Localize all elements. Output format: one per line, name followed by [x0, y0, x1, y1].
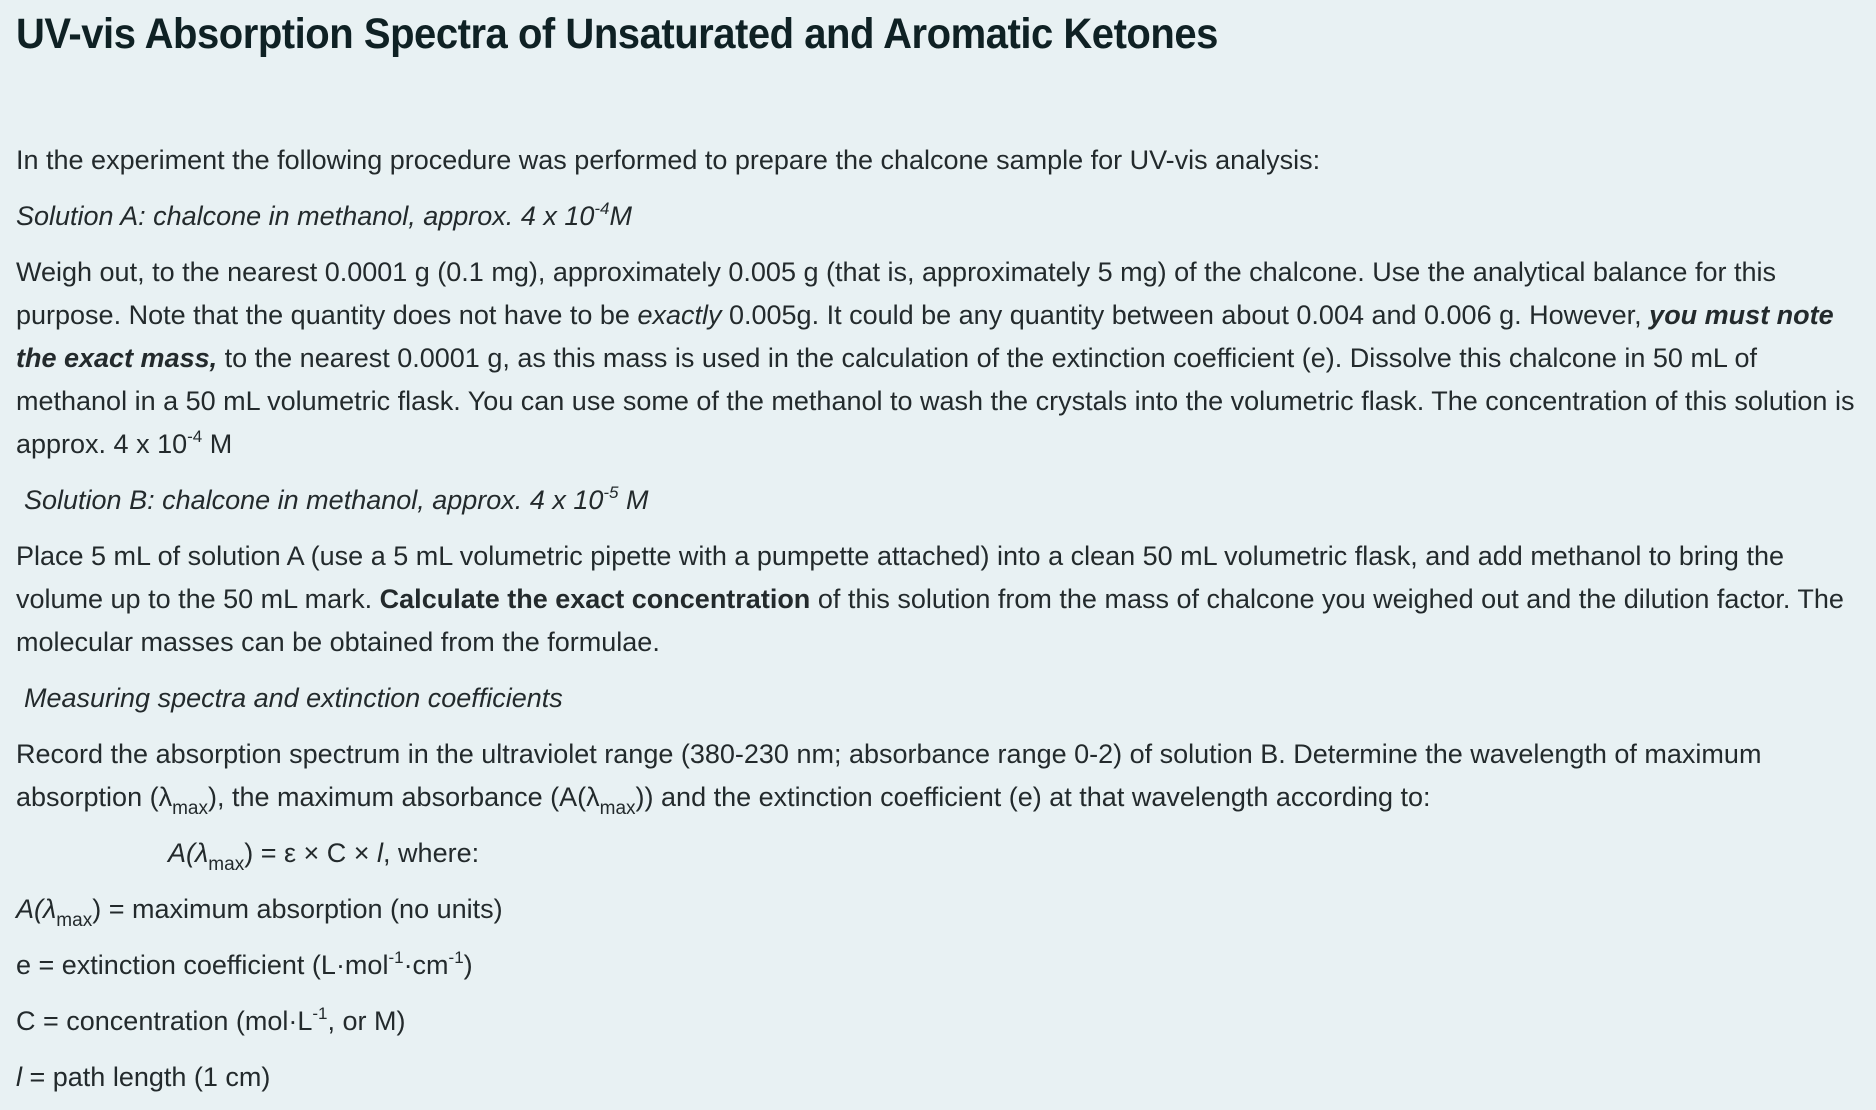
solution-a-paragraph: Weigh out, to the nearest 0.0001 g (0.1 mg), approximately 0.005 g (that is, approximately 5 mg) of the chalcone. Use the analytical balance for this purpose. Note that the quantity does not have to be exactly 0.005g. It could be any quantity between about 0.004 and 0.006 g. However, you must note the exact mass, to the nearest 0.0001 g, as this mass is used in the calculation of the extinction coefficient (e). Dissolve this chalcone in 50 mL of methanol in a 50 mL volumetric flask. You can use some of the methanol to wash the crystals into the volumetric flask. The concentration of this solution is approx. 4 x $10^{-4}$ M: [16, 257, 1855, 459]
emphasis-calculate-concentration: Calculate the exact concentration: [379, 584, 811, 614]
measuring-paragraph: Record the absorption spectrum in the ultraviolet range (380-230 nm; absorbance range 0-2) of solution B. Determine the wavelength of maximum absorption $(\lambda_{max})$, the maximum absorbance $(A(\lambda_{max}))$ and the extinction coefficient (e) at that wavelength according to:: [16, 739, 1762, 819]
measuring-heading: Measuring spectra and extinction coefficients: [24, 683, 563, 713]
solution-a-heading: Solution A: chalcone in methanol, approx. 4 x $10^{-4}M$: [16, 199, 632, 231]
definition-path-length: l = path length (1 cm): [16, 1062, 271, 1092]
solution-b-heading: Solution B: chalcone in methanol, approx. 4 x $10^{-5}$ M: [24, 483, 649, 515]
emphasis-exactly: exactly: [637, 300, 722, 330]
definition-amax: $A(\lambda_{max})$ = maximum absorption (no units): [16, 894, 503, 931]
solution-b-paragraph: Place 5 mL of solution A (use a 5 mL volumetric pipette with a pumpette attached) into a clean 50 mL volumetric flask, and add methanol to bring the volume up to the 50 mL mark. Calculate the exact concentration of this solution from the mass of chalcone you weighed out and the dilution factor. The molecular masses can be obtained from the formulae.: [16, 541, 1844, 657]
beer-lambert-formula: $A(\lambda_{max}) = \varepsilon \times C \times l$, where:: [168, 838, 480, 875]
page-title: UV-vis Absorption Spectra of Unsaturated and Aromatic Ketones: [16, 10, 1218, 58]
document-body: [16, 139, 1860, 1099]
definition-concentration: C = concentration ($mol\cdot L^{-1}$, or M): [16, 1004, 406, 1036]
definition-extinction-coefficient: e = extinction coefficient $(L\cdot mol^{-1}\cdot cm^{-1})$: [16, 948, 473, 980]
intro-paragraph: In the experiment the following procedure was performed to prepare the chalcone sample for UV-vis analysis:: [16, 145, 1321, 175]
emphasis-note-exact-mass: you must note the exact mass,: [16, 300, 1834, 373]
